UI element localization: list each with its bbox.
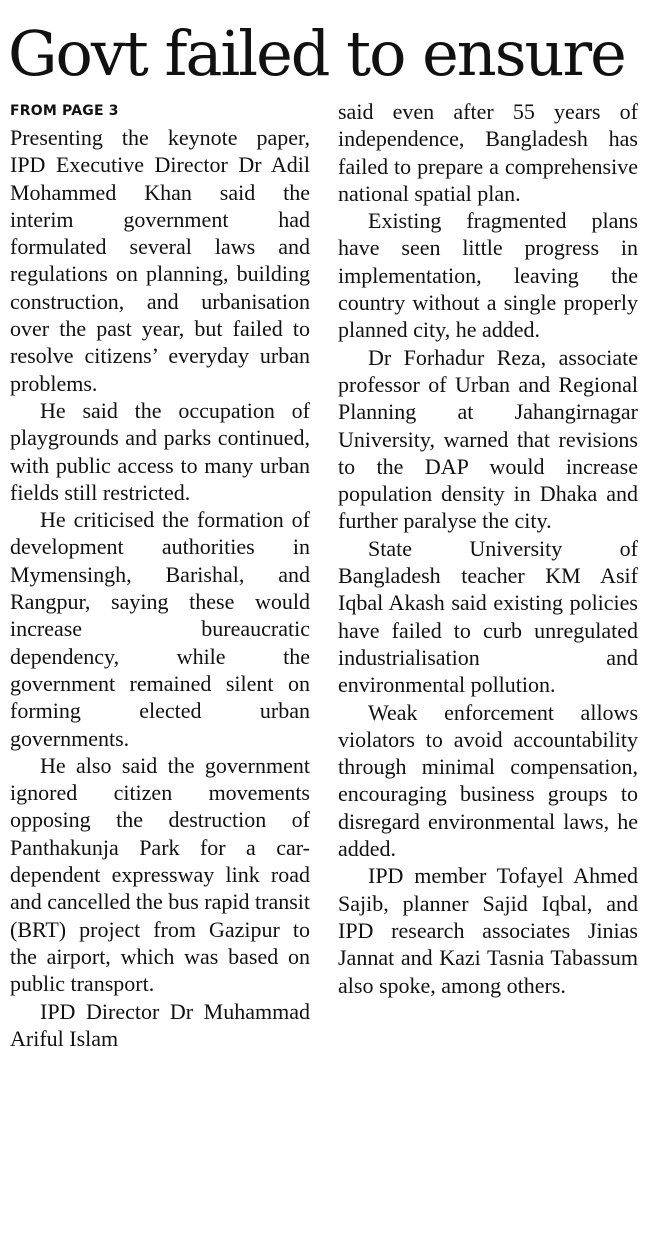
body-paragraph: Existing fragmented plans have seen little progress in implementation, leaving the country without a single properly planned city, he added. [338, 208, 638, 343]
jump-label: FROM PAGE 3 [10, 103, 119, 119]
body-paragraph: Dr Forhadur Reza, associate professor of Urban and Regional Planning at Jahangirnagar University, warned that revisions to the DAP would increase population density in Dhaka and further paralyse the city. [338, 344, 638, 534]
body-paragraph: He also said the government ignored citizen movements opposing the destruction of Panthakunja Park for a car-dependent expressway link road and cancelled the bus rapid transit (BRT) project from Gazipur to the airport, which was based on public transport. [10, 752, 310, 997]
article-headline: Govt failed to ensure [8, 17, 625, 90]
right-column [338, 98, 638, 1230]
body-paragraph: State University of Bangladesh teacher KM Asif Iqbal Akash said existing policies have failed to curb unregulated industrialisation and environmental pollution. [338, 535, 638, 698]
body-paragraph: Presenting the keynote paper, IPD Executive Director Dr Adil Mohammed Khan said the interim government had formulated several laws and regulations on planning, building construction, and urbanisation over the past year, but failed to resolve citizens’ everyday urban problems. [10, 125, 310, 396]
body-paragraph: IPD Director Dr Muhammad Ariful Islam [10, 998, 310, 1051]
body-paragraph: said even after 55 years of independence, Bangladesh has failed to prepare a comprehensive national spatial plan. [338, 99, 638, 206]
article-body [10, 98, 638, 1230]
body-paragraph: Weak enforcement allows violators to avoid accountability through minimal compensation, encouraging business groups to disregard environmental laws, he added. [338, 699, 638, 862]
body-paragraph: He criticised the formation of development authorities in Mymensingh, Barishal, and Rangpur, saying these would increase bureaucratic dependency, while the government remained silent on forming elected urban governments. [10, 507, 310, 751]
body-paragraph: IPD member Tofayel Ahmed Sajib, planner Sajid Iqbal, and IPD research associates Jinias Jannat and Kazi Tasnia Tabassum also spoke, among others. [338, 863, 638, 998]
left-column [10, 98, 310, 1230]
body-paragraph: He said the occupation of playgrounds and parks continued, with public access to many urban fields still restricted. [10, 397, 310, 505]
